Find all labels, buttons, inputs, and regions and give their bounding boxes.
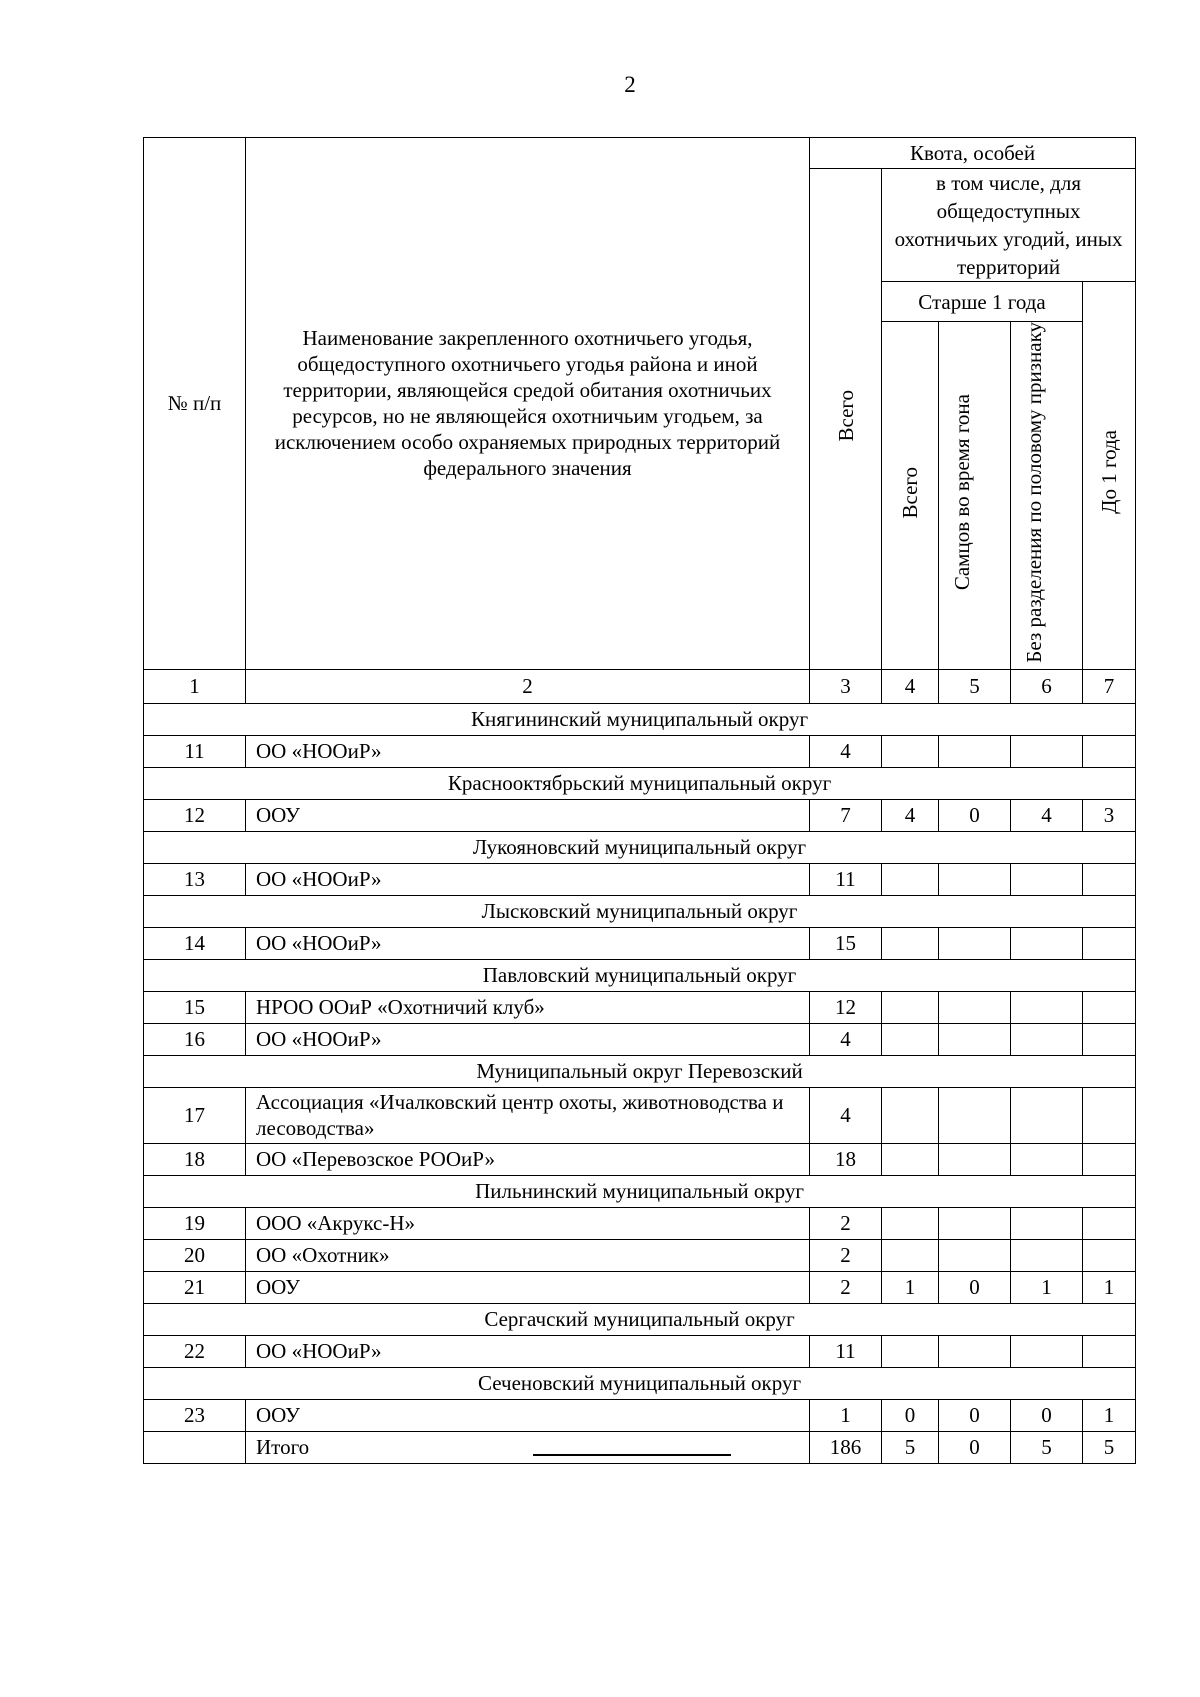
row-quota-total: 2 [810, 1207, 882, 1239]
total-row [144, 1431, 1136, 1463]
row-quota-total: 2 [810, 1271, 882, 1303]
row-under-1 [1083, 1239, 1136, 1271]
row-no-sex [1011, 735, 1083, 767]
row-number: 14 [144, 927, 246, 959]
row-name: ОО «НООиР» [246, 1023, 810, 1055]
header-older-1: Старше 1 года [882, 282, 1083, 322]
table-row [144, 1271, 1136, 1303]
row-no-sex: 4 [1011, 799, 1083, 831]
row-under-1 [1083, 1207, 1136, 1239]
total-older-total: 5 [882, 1431, 939, 1463]
header-older-total-label: Всего [898, 466, 922, 519]
table-row [144, 1023, 1136, 1055]
row-older-total [882, 1239, 939, 1271]
total-under-1: 5 [1083, 1431, 1136, 1463]
section-title: Муниципальный округ Перевозский [144, 1055, 1136, 1087]
row-name: ОО «Охотник» [246, 1239, 810, 1271]
row-number: 21 [144, 1271, 246, 1303]
row-older-total [882, 1023, 939, 1055]
row-no-sex: 1 [1011, 1271, 1083, 1303]
section-row [144, 959, 1136, 991]
table-row [144, 927, 1136, 959]
row-older-total: 4 [882, 799, 939, 831]
column-number: 3 [810, 669, 882, 703]
row-quota-total: 2 [810, 1239, 882, 1271]
row-name: ОО «НООиР» [246, 1335, 810, 1367]
header-quota: Квота, особей [810, 138, 1136, 169]
total-males-rut: 0 [939, 1431, 1011, 1463]
row-males-rut [939, 991, 1011, 1023]
row-quota-total: 18 [810, 1143, 882, 1175]
row-under-1 [1083, 991, 1136, 1023]
column-number: 2 [246, 669, 810, 703]
row-no-sex [1011, 863, 1083, 895]
row-older-total [882, 1207, 939, 1239]
row-males-rut [939, 1239, 1011, 1271]
table-row [144, 1143, 1136, 1175]
row-quota-total: 11 [810, 863, 882, 895]
section-title: Лысковский муниципальный округ [144, 895, 1136, 927]
section-row [144, 703, 1136, 735]
row-number: 23 [144, 1399, 246, 1431]
header-incl-public: в том числе, для общедоступных охотничьих угодий, иных территорий [882, 169, 1136, 282]
row-name: НРОО ООиР «Охотничий клуб» [246, 991, 810, 1023]
row-no-sex [1011, 991, 1083, 1023]
header-males-rut [939, 322, 1011, 670]
row-males-rut [939, 927, 1011, 959]
row-quota-total: 4 [810, 1023, 882, 1055]
row-no-sex [1011, 1023, 1083, 1055]
row-number: 13 [144, 863, 246, 895]
section-row [144, 1367, 1136, 1399]
row-no-sex [1011, 1207, 1083, 1239]
total-number [144, 1431, 246, 1463]
row-quota-total: 15 [810, 927, 882, 959]
row-name: ОО «Перевозское РООиР» [246, 1143, 810, 1175]
row-males-rut [939, 1335, 1011, 1367]
column-number: 1 [144, 669, 246, 703]
row-number: 18 [144, 1143, 246, 1175]
row-older-total: 1 [882, 1271, 939, 1303]
row-males-rut: 0 [939, 1271, 1011, 1303]
row-older-total: 0 [882, 1399, 939, 1431]
section-title: Сергачский муниципальный округ [144, 1303, 1136, 1335]
section-title: Княгининский муниципальный округ [144, 703, 1136, 735]
table-row [144, 1239, 1136, 1271]
row-quota-total: 12 [810, 991, 882, 1023]
row-older-total [882, 863, 939, 895]
column-numbers-row [144, 669, 1136, 703]
row-no-sex [1011, 1087, 1083, 1143]
table-row [144, 1335, 1136, 1367]
row-under-1: 3 [1083, 799, 1136, 831]
row-males-rut [939, 1023, 1011, 1055]
table-row [144, 1207, 1136, 1239]
row-quota-total: 7 [810, 799, 882, 831]
row-under-1: 1 [1083, 1399, 1136, 1431]
row-under-1 [1083, 1143, 1136, 1175]
section-title: Сеченовский муниципальный округ [144, 1367, 1136, 1399]
column-number: 5 [939, 669, 1011, 703]
row-no-sex [1011, 927, 1083, 959]
row-quota-total: 4 [810, 735, 882, 767]
section-title: Краснооктябрьский муниципальный округ [144, 767, 1136, 799]
row-number: 17 [144, 1087, 246, 1143]
row-name: ООУ [246, 1399, 810, 1431]
row-quota-total: 4 [810, 1087, 882, 1143]
table-row [144, 991, 1136, 1023]
section-title: Пильнинский муниципальный округ [144, 1175, 1136, 1207]
table-row [144, 1087, 1136, 1143]
row-males-rut: 0 [939, 799, 1011, 831]
row-quota-total: 1 [810, 1399, 882, 1431]
row-males-rut [939, 735, 1011, 767]
row-no-sex [1011, 1239, 1083, 1271]
header-under-1-label: До 1 года [1097, 430, 1122, 515]
quota-table [143, 137, 1136, 1464]
row-older-total [882, 991, 939, 1023]
section-row [144, 895, 1136, 927]
row-number: 20 [144, 1239, 246, 1271]
row-males-rut [939, 863, 1011, 895]
row-males-rut [939, 1207, 1011, 1239]
row-older-total [882, 1087, 939, 1143]
row-number: 15 [144, 991, 246, 1023]
section-row [144, 831, 1136, 863]
column-number: 7 [1083, 669, 1136, 703]
section-row [144, 1055, 1136, 1087]
row-under-1 [1083, 735, 1136, 767]
table-body [144, 703, 1136, 1463]
row-name: ОО «НООиР» [246, 735, 810, 767]
section-row [144, 1175, 1136, 1207]
row-quota-total: 11 [810, 1335, 882, 1367]
row-number: 22 [144, 1335, 246, 1367]
header-older-total [882, 322, 939, 670]
section-row [144, 767, 1136, 799]
row-older-total [882, 927, 939, 959]
page-number: 2 [624, 72, 636, 97]
row-males-rut [939, 1143, 1011, 1175]
row-under-1 [1083, 863, 1136, 895]
row-no-sex [1011, 1335, 1083, 1367]
row-number: 12 [144, 799, 246, 831]
header-name: Наименование закрепленного охотничьего угодья, общедоступного охотничьего угодья района и иной территории, являющейся средой обитания охотничьих ресурсов, но не являющейся охотничьим угодьем, за исключением особо охраняемых природных территорий федерального значения [246, 138, 810, 670]
row-under-1: 1 [1083, 1271, 1136, 1303]
row-older-total [882, 1143, 939, 1175]
row-males-rut [939, 1087, 1011, 1143]
row-name: ОО «НООиР» [246, 927, 810, 959]
row-males-rut: 0 [939, 1399, 1011, 1431]
row-name: ООО «Акрукс-Н» [246, 1207, 810, 1239]
total-label: Итого [246, 1431, 810, 1463]
header-under-1 [1083, 282, 1136, 670]
column-number: 4 [882, 669, 939, 703]
row-number: 19 [144, 1207, 246, 1239]
total-quota-total: 186 [810, 1431, 882, 1463]
table-row [144, 799, 1136, 831]
row-under-1 [1083, 927, 1136, 959]
header-total-label: Всего [833, 390, 858, 442]
header-num: № п/п [144, 138, 246, 670]
row-older-total [882, 735, 939, 767]
row-name: ООУ [246, 1271, 810, 1303]
row-no-sex: 0 [1011, 1399, 1083, 1431]
row-older-total [882, 1335, 939, 1367]
row-name: Ассоциация «Ичалковский центр охоты, животноводства и лесоводства» [246, 1087, 810, 1143]
row-under-1 [1083, 1023, 1136, 1055]
header-males-rut-label: Самцов во время гона [949, 394, 974, 591]
header-total [810, 169, 882, 670]
row-name: ООУ [246, 799, 810, 831]
table-row [144, 735, 1136, 767]
column-number: 6 [1011, 669, 1083, 703]
section-title: Павловский муниципальный округ [144, 959, 1136, 991]
section-row [144, 1303, 1136, 1335]
row-no-sex [1011, 1143, 1083, 1175]
closing-rule [533, 1454, 731, 1456]
table-row [144, 863, 1136, 895]
header-no-sex [1011, 322, 1083, 670]
total-no-sex: 5 [1011, 1431, 1083, 1463]
row-number: 16 [144, 1023, 246, 1055]
row-name: ОО «НООиР» [246, 863, 810, 895]
row-under-1 [1083, 1335, 1136, 1367]
row-under-1 [1083, 1087, 1136, 1143]
table-row [144, 1399, 1136, 1431]
row-number: 11 [144, 735, 246, 767]
table-header [144, 138, 1136, 704]
section-title: Лукояновский муниципальный округ [144, 831, 1136, 863]
header-no-sex-label: Без разделения по половому признаку [1021, 322, 1046, 663]
